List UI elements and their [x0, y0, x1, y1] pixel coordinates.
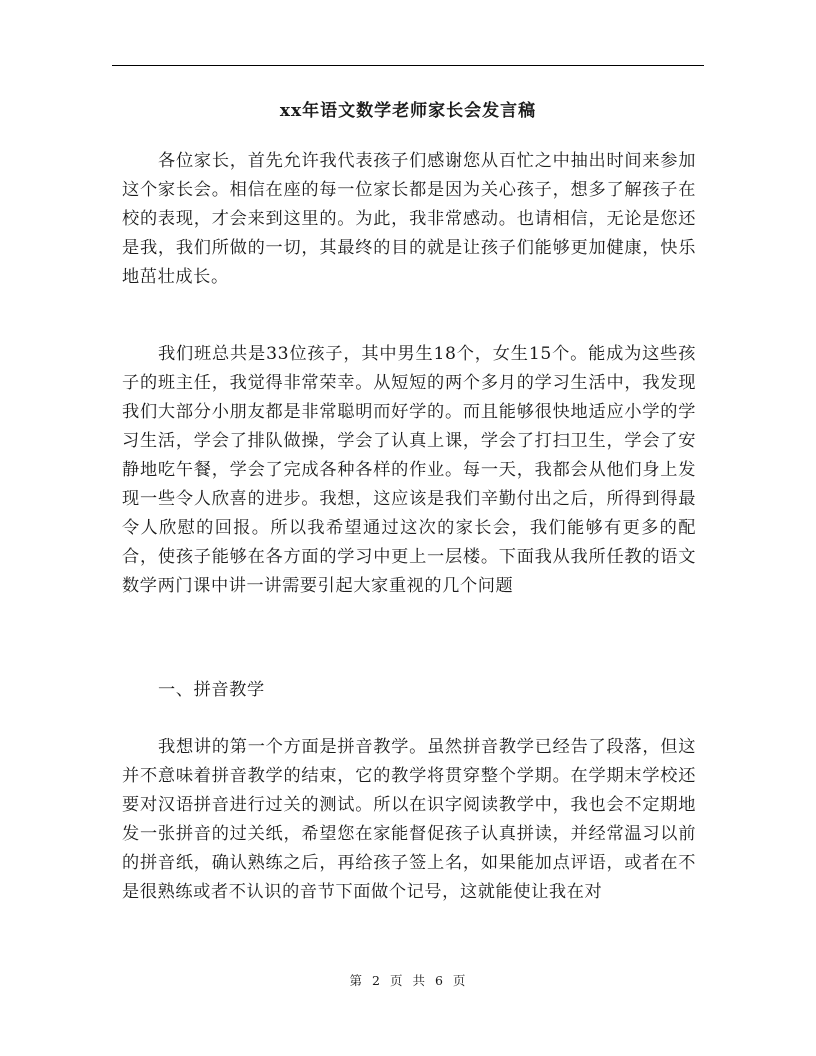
footer-current-page: 2	[372, 973, 381, 988]
footer-page-word: 页	[389, 973, 404, 988]
page-footer	[0, 972, 816, 990]
paragraph-pinyin-teaching: 我想讲的第一个方面是拼音教学。虽然拼音教学已经告了段落，但这并不意味着拼音教学的结束，它的教学将贯穿整个学期。在学期末学校还要对汉语拼音进行过关的测试。所以在识字阅读教学中，我也会不定期地发一张拼音的过关纸，希望您在家能督促孩子认真拼读，并经常温习以前的拼音纸，确认熟练之后，再给孩子签上名，如果能加点评语，或者在不是很熟练或者不认识的音节下面做个记号，这就能使让我在对	[122, 737, 696, 902]
section-heading-pinyin: 一、拼音教学	[158, 680, 265, 700]
footer-total-prefix: 共	[412, 973, 426, 988]
footer-prefix: 第	[349, 973, 364, 988]
footer-suffix: 页	[452, 973, 467, 988]
document-title: xx年语文数学老师家长会发言稿	[279, 101, 537, 121]
footer-total-pages: 6	[434, 973, 444, 988]
paragraph-greeting: 各位家长，首先允许我代表孩子们感谢您从百忙之中抽出时间来参加这个家长会。相信在座的每一位家长都是因为关心孩子，想多了解孩子在校的表现，才会来到这里的。为此，我非常感动。也请相信，无论是您还是我，我们所做的一切，其最终的目的就是让孩子们能够更加健康，快乐地茁壮成长。	[122, 151, 696, 287]
header-rule	[112, 65, 704, 66]
paragraph-class-overview: 我们班总共是33位孩子，其中男生18个，女生15个。能成为这些孩子的班主任，我觉得非常荣幸。从短短的两个多月的学习生活中，我发现我们大部分小朋友都是非常聪明而好学的。而且能够很快地适应小学的学习生活，学会了排队做操，学会了认真上课，学会了打扫卫生，学会了安静地吃午餐，学会了完成各种各样的作业。每一天，我都会从他们身上发现一些令人欣喜的进步。我想，这应该是我们辛勤付出之后，所得到得最令人欣慰的回报。所以我希望通过这次的家长会，我们能够有更多的配合，使孩子能够在各方面的学习中更上一层楼。下面我从我所任教的语文数学两门课中讲一讲需要引起大家重视的几个问题	[122, 344, 696, 596]
